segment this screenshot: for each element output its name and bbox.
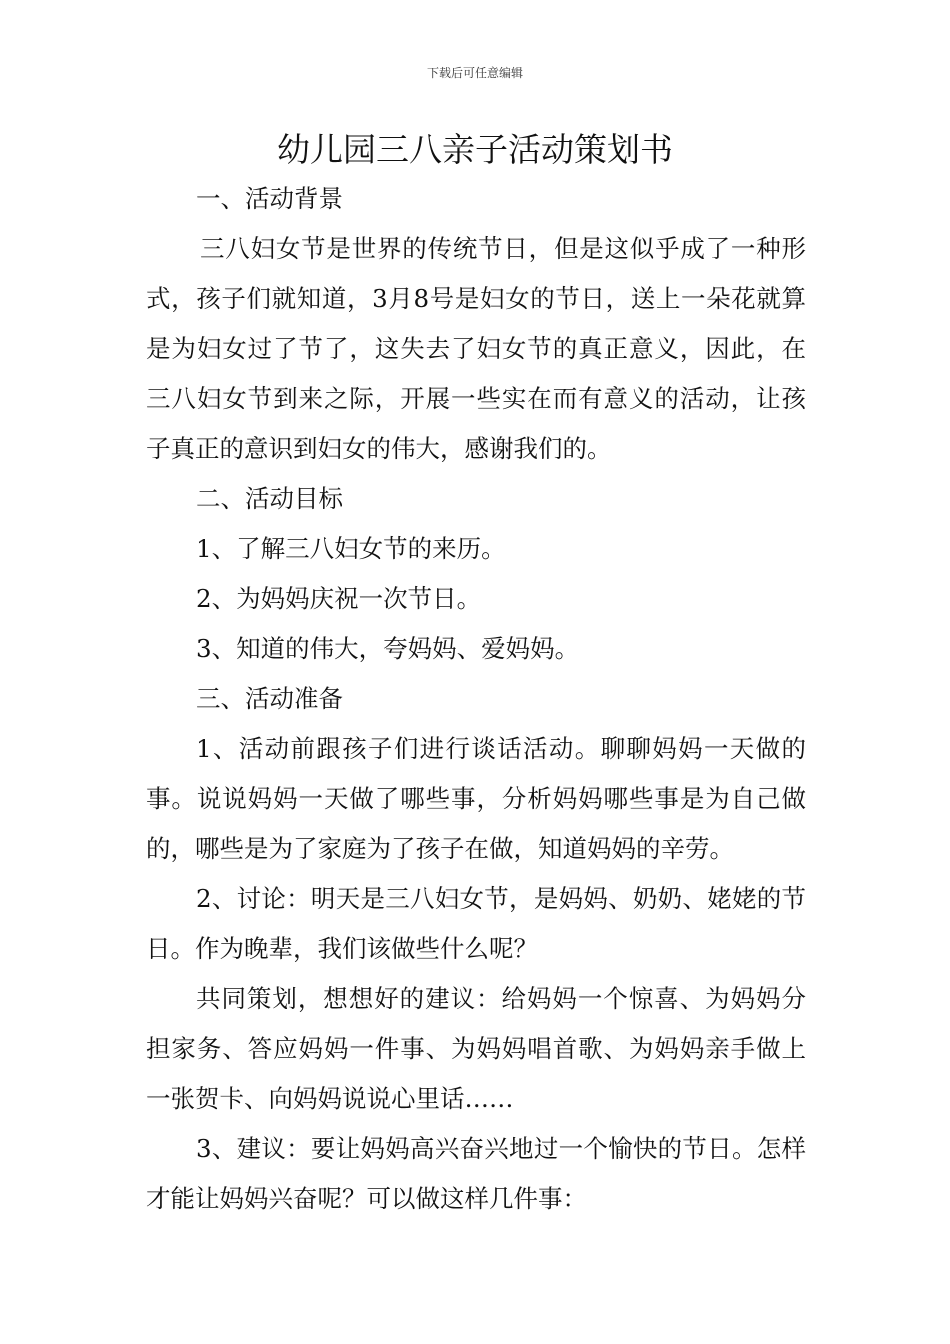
preparation-item-3: 3、建议：要让妈妈高兴奋兴地过一个愉快的节日。怎样才能让妈妈兴奋呢？可以做这样几件事：	[146, 1134, 806, 1213]
document-title: 幼儿园三八亲子活动策划书	[277, 130, 673, 169]
paragraph-background: 三八妇女节是世界的传统节日，但是这似乎成了一种形式，孩子们就知道，3月8号是妇女的节日，送上一朵花就算是为妇女过了节了，这失去了妇女节的真正意义，因此，在三八妇女节到来之际，开展一些实在而有意义的活动，让孩子真正的意识到妇女的伟大，感谢我们的。	[146, 234, 806, 463]
goal-item-3: 3、知道的伟大，夸妈妈、爱妈妈。	[196, 634, 580, 663]
section-heading-background: 一、活动背景	[196, 184, 343, 213]
section-heading-goals: 二、活动目标	[196, 484, 343, 513]
page-header-note: 下载后可任意编辑	[426, 66, 523, 80]
goal-item-1: 1、了解三八妇女节的来历。	[196, 534, 506, 563]
preparation-item-1: 1、活动前跟孩子们进行谈话活动。聊聊妈妈一天做的事。说说妈妈一天做了哪些事，分析妈妈哪些事是为自己做的，哪些是为了家庭为了孩子在做，知道妈妈的辛劳。	[146, 734, 806, 863]
section-heading-preparation: 三、活动准备	[196, 684, 343, 713]
goal-item-2: 2、为妈妈庆祝一次节日。	[196, 584, 482, 613]
preparation-item-2: 2、讨论：明天是三八妇女节，是妈妈、奶奶、姥姥的节日。作为晚辈，我们该做些什么呢？	[146, 884, 806, 963]
document-body	[146, 174, 806, 1224]
paragraph-planning: 共同策划，想想好的建议：给妈妈一个惊喜、为妈妈分担家务、答应妈妈一件事、为妈妈唱首歌、为妈妈亲手做上一张贺卡、向妈妈说说心里话……	[146, 984, 806, 1113]
